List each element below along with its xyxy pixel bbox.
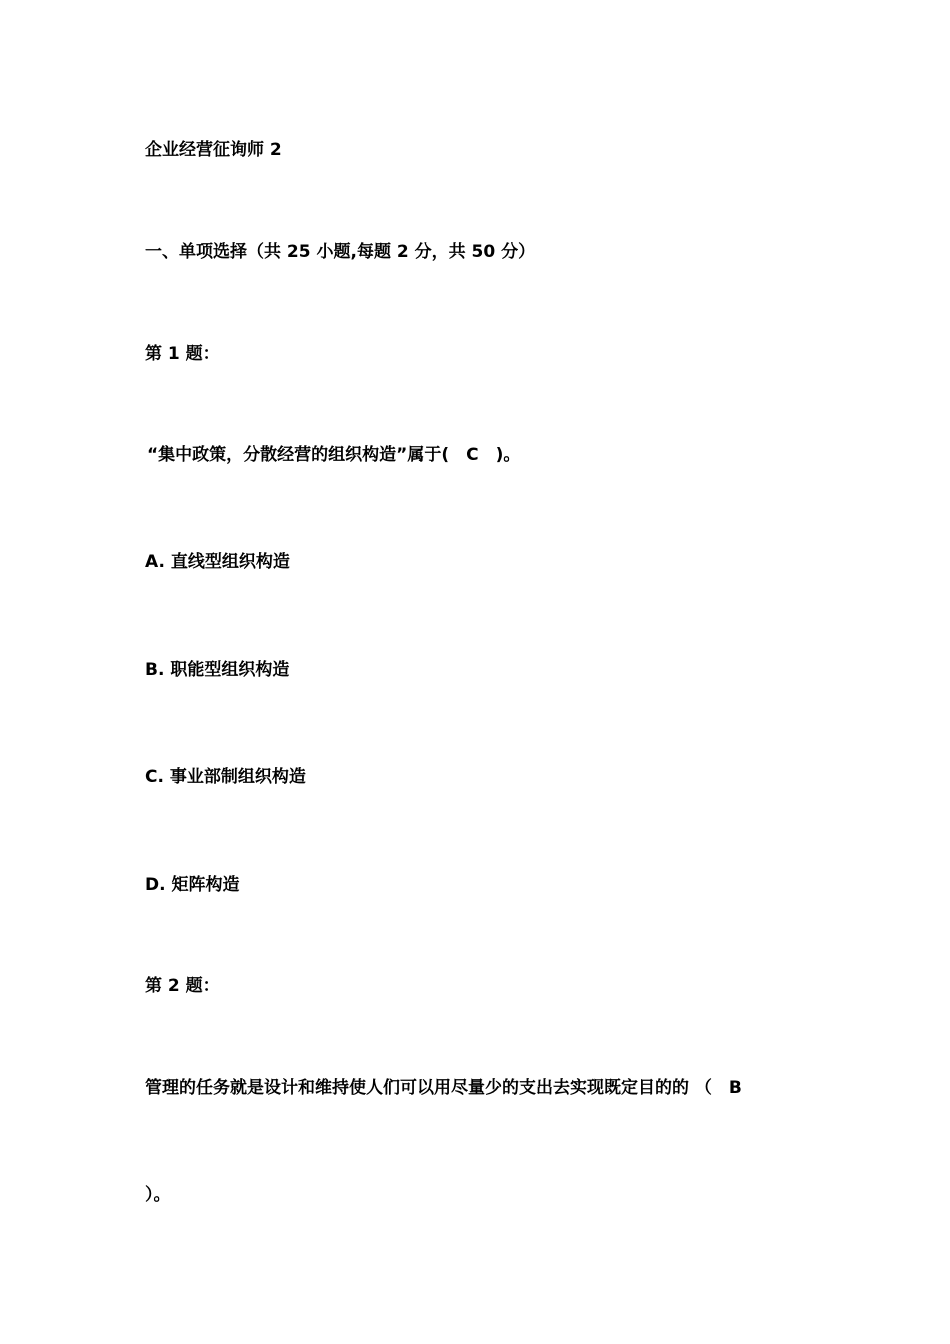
section-heading: 一、单项选择（共 25 小题,每题 2 分，共 50 分）	[145, 242, 536, 262]
question-1-option-b: B. 职能型组织构造	[145, 660, 290, 680]
question-2-text: 管理的任务就是设计和维持使人们可以用尽量少的支出去实现既定目的的 （ B	[145, 1078, 742, 1098]
question-2-label: 第 2 题：	[145, 976, 220, 996]
question-1-option-d: D. 矩阵构造	[145, 875, 240, 895]
question-1-text: “集中政策，分散经营的组织构造”属于( C )。	[147, 445, 521, 465]
question-1-option-a: A. 直线型组织构造	[145, 552, 290, 572]
question-1-label: 第 1 题：	[145, 344, 220, 364]
question-2-text-end: ）。	[145, 1185, 171, 1205]
question-1-option-c: C. 事业部制组织构造	[145, 767, 306, 787]
document-title: 企业经营征询师 2	[145, 140, 282, 160]
